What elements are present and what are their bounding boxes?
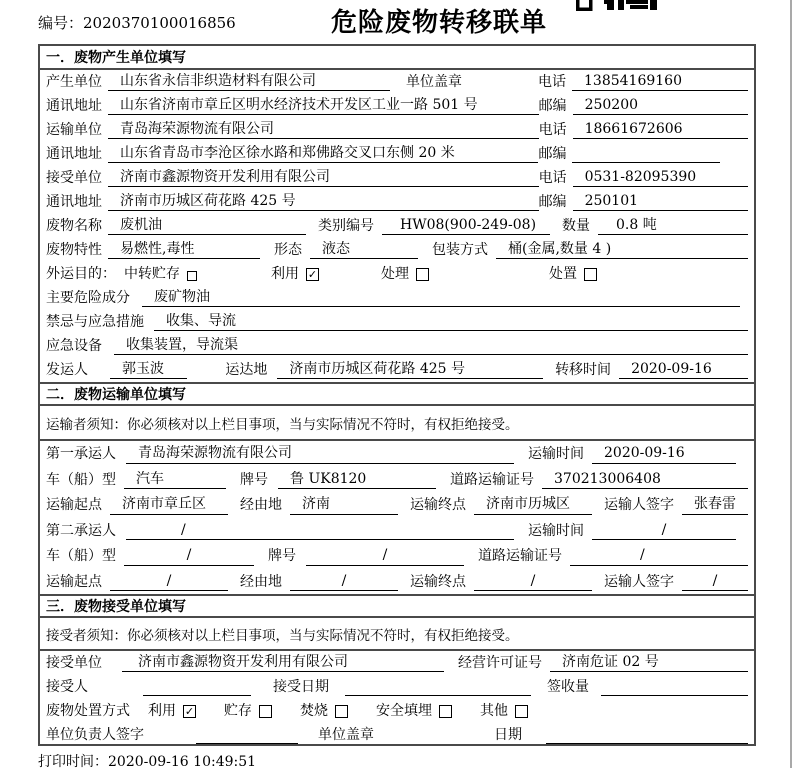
checkbox-dispose[interactable] xyxy=(584,268,597,281)
transfer-time-field[interactable]: 2020-09-16 xyxy=(619,361,748,380)
waste-name-label: 废物名称 xyxy=(46,217,102,234)
equipment-row xyxy=(40,334,754,358)
serial-value: 2020370100016856 xyxy=(83,14,236,32)
phone3-field[interactable]: 0531-82095390 xyxy=(573,169,748,188)
character-label: 废物特性 xyxy=(46,241,102,258)
zip3-label: 邮编 xyxy=(538,193,567,210)
disposal-option-utilize: 利用 xyxy=(148,702,176,719)
purpose-option-transfer-storage: 中转贮存 xyxy=(124,265,180,282)
form-label: 形态 xyxy=(274,241,302,258)
sign2-field[interactable]: / xyxy=(682,573,748,592)
form-field[interactable]: 液态 xyxy=(310,241,418,260)
waste-name-field[interactable]: 废机油 xyxy=(108,217,306,236)
checkbox-utilize[interactable]: ✓ xyxy=(307,268,318,281)
disposal-label: 废物处置方式 xyxy=(46,702,130,719)
plate2-label: 牌号 xyxy=(268,548,296,564)
zip3-field[interactable]: 250101 xyxy=(573,193,748,212)
vehicle1-field[interactable]: 汽车 xyxy=(124,471,226,490)
producer-field[interactable]: 山东省永信非织造材料有限公司 xyxy=(108,73,390,92)
disposal-row xyxy=(40,699,754,723)
sign-qty-field[interactable] xyxy=(601,678,748,696)
carrier1-row xyxy=(40,441,754,467)
end2-field[interactable]: / xyxy=(474,573,592,592)
accept-unit-row xyxy=(40,651,754,675)
receiver-notice: 接受者须知：你必须核对以上栏目事项，当与实际情况不符时，有权拒绝接受。 xyxy=(40,618,754,651)
acceptor-row xyxy=(40,675,754,699)
end1-label: 运输终点 xyxy=(410,497,466,513)
purpose-option-utilize: 利用 xyxy=(271,265,299,282)
accept-unit-label: 接受单位 xyxy=(46,654,102,671)
disposal-option-storage: 贮存 xyxy=(224,702,252,719)
equipment-field[interactable]: 收集装置，导流渠 xyxy=(114,337,748,356)
sign1-label: 运输人签字 xyxy=(604,497,674,513)
category-field[interactable]: HW08(900-249-08) xyxy=(382,217,550,236)
responsible-sign-row xyxy=(40,723,754,747)
plate2-field[interactable]: / xyxy=(306,547,464,566)
purpose-option-dispose: 处置 xyxy=(549,265,577,282)
road-permit1-field[interactable]: 370213006408 xyxy=(542,471,748,490)
route1-row xyxy=(40,492,754,518)
zip2-label: 邮编 xyxy=(538,145,567,162)
purpose-row xyxy=(40,262,754,286)
acceptor-field[interactable] xyxy=(143,678,251,696)
hazard-field[interactable]: 废矿物油 xyxy=(142,289,740,308)
shipper-field[interactable]: 郭玉波 xyxy=(110,361,187,380)
shipper-label: 发运人 xyxy=(46,361,88,378)
taboo-row xyxy=(40,310,754,334)
responsible-sign-field[interactable] xyxy=(196,726,298,744)
carrier1-label: 第一承运人 xyxy=(46,446,116,462)
end2-label: 运输终点 xyxy=(410,573,466,590)
accept-date-label: 接受日期 xyxy=(273,678,329,695)
date-field[interactable] xyxy=(546,726,748,744)
transporter-notice: 运输者须知：你必须核对以上栏目事项，当与实际情况不符时，有权拒绝接受。 xyxy=(40,406,754,441)
checkbox-transfer-storage[interactable] xyxy=(187,271,197,281)
sign2-label: 运输人签字 xyxy=(604,573,674,590)
print-time-label: 打印时间： xyxy=(38,754,108,768)
zip1-label: 邮编 xyxy=(538,97,567,114)
sign1-field[interactable]: 张春雷 xyxy=(682,496,748,515)
unit-seal2-label: 单位盖章 xyxy=(318,726,374,743)
waste-name-row xyxy=(40,214,754,238)
document-title: 危险废物转移联单 xyxy=(331,8,548,38)
disposal-option-other: 其他 xyxy=(480,702,508,719)
disposal-option-landfill: 安全填埋 xyxy=(376,702,432,719)
addr1-label: 通讯地址 xyxy=(46,97,102,114)
phone2-label: 电话 xyxy=(538,121,567,138)
disposal-option-incinerate: 焚烧 xyxy=(300,702,328,719)
carrier2-row xyxy=(40,518,754,544)
section2-header: 二．废物运输单位填写 xyxy=(40,382,754,406)
vehicle2-label: 车（船）型 xyxy=(46,548,116,564)
checkbox-disposal-utilize[interactable]: ✓ xyxy=(184,705,195,718)
manifest-table xyxy=(38,44,756,746)
checkbox-disposal-landfill[interactable] xyxy=(439,705,452,718)
quantity-field[interactable]: 0.8 吨 xyxy=(598,217,748,236)
vehicle1-row xyxy=(40,467,754,493)
category-label: 类别编号 xyxy=(318,217,374,234)
serial-label: 编号： xyxy=(38,14,84,32)
producer-label: 产生单位 xyxy=(46,73,102,90)
road-permit1-label: 道路运输证号 xyxy=(450,471,534,488)
packing-label: 包装方式 xyxy=(432,241,488,258)
destination-label: 运达地 xyxy=(225,361,268,378)
transporter-address-row xyxy=(40,142,754,166)
via1-field[interactable]: 济南 xyxy=(290,496,398,515)
via2-field[interactable]: / xyxy=(290,573,398,592)
sign-qty-label: 签收量 xyxy=(547,678,589,695)
origin1-label: 运输起点 xyxy=(46,497,102,513)
serial-number xyxy=(38,12,236,33)
phone2-field[interactable]: 18661672606 xyxy=(573,121,748,140)
origin2-label: 运输起点 xyxy=(46,573,102,590)
checkbox-disposal-storage[interactable] xyxy=(259,705,272,718)
carrier2-field[interactable]: / xyxy=(126,522,514,541)
vehicle2-row xyxy=(40,543,754,569)
addr1-field[interactable]: 山东省济南市章丘区明水经济技术开发区工业一路 501 号 xyxy=(108,97,539,116)
date-label: 日期 xyxy=(494,726,522,743)
via1-label: 经由地 xyxy=(240,497,282,513)
origin2-field[interactable]: / xyxy=(110,573,228,592)
transporter-label: 运输单位 xyxy=(46,121,102,138)
purpose-option-treat: 处理 xyxy=(381,265,409,282)
purpose-label: 外运目的： xyxy=(46,265,116,282)
hazard-label: 主要危险成分 xyxy=(46,289,130,306)
road-permit2-label: 道路运输证号 xyxy=(478,548,562,564)
producer-row xyxy=(40,70,754,94)
responsible-sign-label: 单位负责人签字 xyxy=(46,726,144,743)
phone1-field[interactable]: 13854169160 xyxy=(572,73,748,92)
origin1-field[interactable]: 济南市章丘区 xyxy=(110,496,228,515)
phone1-label: 电话 xyxy=(538,73,566,90)
destination-field[interactable]: 济南市历城区荷花路 425 号 xyxy=(277,361,543,380)
accept-date-field[interactable] xyxy=(345,678,531,696)
print-time-value: 2020-09-16 10:49:51 xyxy=(108,754,257,768)
transporter-field[interactable]: 青岛海荣源物流有限公司 xyxy=(108,121,539,140)
checkbox-disposal-other[interactable] xyxy=(515,705,528,718)
license-label: 经营许可证号 xyxy=(458,654,542,671)
print-time xyxy=(38,751,256,768)
time2-field[interactable]: / xyxy=(592,522,736,541)
time2-label: 运输时间 xyxy=(528,522,584,539)
transfer-time-label: 转移时间 xyxy=(555,361,612,378)
taboo-label: 禁忌与应急措施 xyxy=(46,313,144,330)
vehicle1-label: 车（船）型 xyxy=(46,471,116,488)
producer-address-row xyxy=(40,94,754,118)
qr-code-fragment xyxy=(576,0,658,11)
page-right-edge xyxy=(790,0,792,768)
hazard-row xyxy=(40,286,754,310)
receiver-address-row xyxy=(40,190,754,214)
vehicle2-field[interactable]: / xyxy=(124,547,254,566)
plate1-field[interactable]: 鲁 UK8120 xyxy=(278,471,436,490)
carrier2-label: 第二承运人 xyxy=(46,522,116,539)
equipment-label: 应急设备 xyxy=(46,337,102,354)
phone3-label: 电话 xyxy=(538,169,567,186)
accept-unit-field[interactable]: 济南市鑫源物资开发利用有限公司 xyxy=(122,654,444,673)
time1-field[interactable]: 2020-09-16 xyxy=(592,445,736,464)
addr3-label: 通讯地址 xyxy=(46,193,102,210)
quantity-label: 数量 xyxy=(562,217,590,234)
end1-field[interactable]: 济南市历城区 xyxy=(474,496,592,515)
waste-character-row xyxy=(40,238,754,262)
packing-field[interactable]: 桶(金属,数量 4 ) xyxy=(496,241,748,260)
taboo-field[interactable]: 收集、导流 xyxy=(154,313,748,332)
carrier1-field[interactable]: 青岛海荣源物流有限公司 xyxy=(126,445,514,464)
addr2-label: 通讯地址 xyxy=(46,145,102,162)
zip2-field[interactable] xyxy=(572,145,720,163)
character-field[interactable]: 易燃性,毒性 xyxy=(108,241,260,260)
receiver-field[interactable]: 济南市鑫源物资开发利用有限公司 xyxy=(108,169,539,188)
section1-header: 一．废物产生单位填写 xyxy=(40,46,754,70)
section3-header: 三．废物接受单位填写 xyxy=(40,594,754,618)
shipper-row xyxy=(40,358,754,382)
road-permit2-field[interactable]: / xyxy=(570,547,748,566)
zip1-field[interactable]: 250200 xyxy=(573,97,748,116)
checkbox-disposal-incinerate[interactable] xyxy=(335,705,348,718)
acceptor-label: 接受人 xyxy=(46,678,88,695)
via2-label: 经由地 xyxy=(240,573,282,590)
time1-label: 运输时间 xyxy=(528,446,584,462)
receiver-label: 接受单位 xyxy=(46,169,102,186)
receiver-row xyxy=(40,166,754,190)
addr2-field[interactable]: 山东省青岛市李沧区徐水路和郑佛路交叉口东侧 20 米 xyxy=(108,145,538,164)
addr3-field[interactable]: 济南市历城区荷花路 425 号 xyxy=(108,193,539,212)
license-field[interactable]: 济南危证 02 号 xyxy=(550,654,748,673)
plate1-label: 牌号 xyxy=(240,471,268,488)
route2-row xyxy=(40,569,754,595)
checkbox-treat[interactable] xyxy=(416,268,429,281)
transporter-row xyxy=(40,118,754,142)
unit-seal-label: 单位盖章 xyxy=(406,73,462,90)
